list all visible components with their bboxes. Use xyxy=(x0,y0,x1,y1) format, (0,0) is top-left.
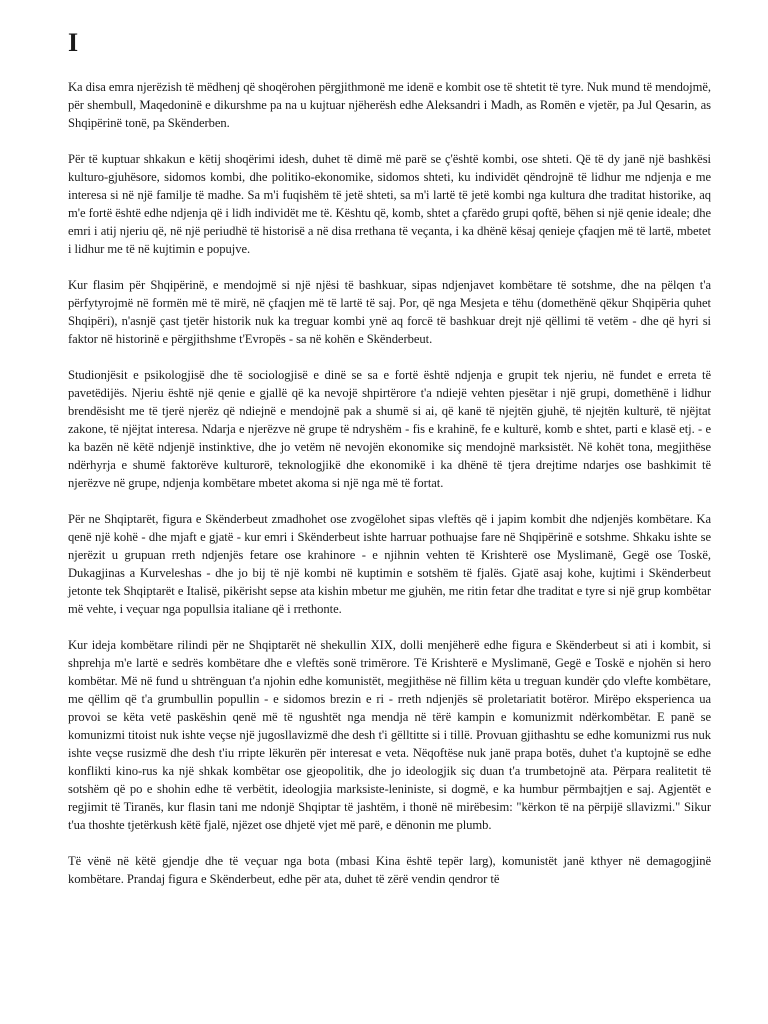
paragraph: Për ne Shqiptarët, figura e Skënderbeut zmadhohet ose zvogëlohet sipas vleftës që i japim kombit dhe ndjenjës kombëtare. Ka qenë një kohë - dhe mjaft e gjatë - kur emri i Skënderbeut ishte harruar pothuajse fare në Shqipërinë e sotshme. Shkaku ishte se njerëzit u grupuan rreth ndjenjës fetare ose krahinore - e njihnin vehten të Krishterë ose Myslimanë, Gegë ose Toskë, Dukagjinas a Kurveleshas - dhe jo bij të një kombi në kuptimin e sotshëm të fjalës. Gjatë asaj kohe, kujtimi i Skënderbeut jetonte tek Shqiptarët e Italisë, pikërisht sepse ata kishin mbetur me gjuhën, me ritin fetar dhe traditat e tyre si një grup kombëtar më vehte, i veçuar nga popullsia italiane që i rrethonte. xyxy=(68,512,711,616)
document-page xyxy=(68,28,711,906)
paragraph: Kur flasim për Shqipërinë, e mendojmë si një njësi të bashkuar, sipas ndjenjavet kombëtare të sotshme, dhe na pëlqen t'a përfytyrojmë në formën më të mirë, në çfaqjen më të lartë të saj. Por, që nga Mesjeta e tëhu (domethënë qëkur Shqipëria quhet Shqipëri), n'asnjë çast tjetër historik nuk ka treguar kombi ynë aq forcë të bashkuar drejt një qëllimi të vetëm - dhe që hyri si faktor në historinë e përgjithshme t'Evropës - sa në kohën e Skënderbeut. xyxy=(68,278,711,346)
chapter-title: I xyxy=(68,28,79,57)
paragraph: Kur ideja kombëtare rilindi për ne Shqiptarët në shekullin XIX, dolli menjëherë edhe figura e Skënderbeut si ati i kombit, si shprehja m'e lartë e sedrës kombëtare dhe e vleftës sonë trimërore. Të Krishterë e Myslimanë, Gegë e Toskë e njohën si hero kombëtar. Më në fund u shtrënguan t'a njohin edhe komunistët, megjithëse në fillim këta u treguan kundër çdo vlefte kombëtare, me qëllim që t'a grumbullin popullin - e sidomos brezin e ri - rreth ndjenjës së proletariatit botëror. Mirëpo eksperienca ua provoi se këta vetë paskëshin qenë më të ngushtët nga mendja në tërë kampin e komunizmit ndërkombëtar. E panë se komunizmi titoist nuk ishte veçse një jugosllavizmë dhe desh t'i gëlltitte si i tillë. Provuan gjithashtu se edhe komunizmi rus nuk ishte veçse rusizmë dhe desh t'iu rripte lëkurën për interesat e veta. Nëqoftëse nuk janë prapa botës, duhet t'a kuptojnë se edhe konflikti kino-rus ka një shkak kombëtar ose gjeopolitik, dhe jo ideologjik siç duan t'a trumbetojnë ata. Përpara realitetit të sotshëm që po e shohin edhe të verbëtit, ideologjia marksiste-leniniste, si dogmë, e ka humbur përmbajtjen e saj. Agjentët e regjimit të Tiranës, kur flasin tani me ndonjë Shqiptar të jashtëm, i thonë në mirëbesim: "kërkon të na përpijë sllavizmi." Sikur t'ua thoshte tjetërkush këtë fjalë, njëzet ose dhjetë vjet më parë, e dënonin me plumb. xyxy=(68,638,711,832)
paragraph: Të vënë në këtë gjendje dhe të veçuar nga bota (mbasi Kina është tepër larg), komunistët janë kthyer në demagogjinë kombëtare. Prandaj figura e Skënderbeut, edhe për ata, duhet të zërë vendin qendror të xyxy=(68,854,711,886)
paragraph: Ka disa emra njerëzish të mëdhenj që shoqërohen përgjithmonë me idenë e kombit ose të shtetit të tyre. Nuk mund të mendojmë, për shembull, Maqedoninë e dikurshme pa na u kujtuar njëherësh edhe Aleksandri i Madh, as Romën e vjetër, pa Jul Qesarin, as Shqipërinë tonë, pa Skënderben. xyxy=(68,80,712,130)
paragraph: Për të kuptuar shkakun e këtij shoqërimi idesh, duhet të dimë më parë se ç'është kombi, ose shteti. Që të dy janë një bashkësi kulturo-gjuhësore, sidomos kombi, dhe politiko-ekonomike, sidomos shteti, ku individët qëndrojnë të lidhur me ndjenja e me interesa si në një familje të madhe. Sa m'i fuqishëm të jetë shteti, sa m'i lartë të jetë kombi nga kultura dhe traditat historike, aq m'e fortë është edhe ndjenja që i lidh individët me të. Kështu që, komb, shtet a çfarëdo grupi qoftë, bëhen si një qenie ideale; dhe emri i atij njeriu që, në një periudhë të historisë a në disa rrethana të veçanta, i ka dhënë kësaj qenieje çfaqjen më të lartë, mbetet i lidhur me të në kujtimin e popujve. xyxy=(68,152,711,256)
paragraph: Studionjësit e psikologjisë dhe të sociologjisë e dinë se sa e fortë është ndjenja e grupit tek njeriu, në fundet e erreta të pavetëdijës. Njeriu është një qenie e gjallë që ka nevojë shpirtërore t'a ndiejë vehten pjesëtar i një grupi, domethënë i lidhur brendësisht me të tjerë njerëz që ndiejnë e mendojnë pak a shumë si ai, që kanë të njejtën gjuhë, të njejtën kulturë, të njëjtat zakone, të njëjtat interesa. Ndarja e njerëzve në grupe të ndryshëm - fis e krahinë, fe e kulturë, komb e shtet, parti e klasë etj. - e ka bazën në këtë ndjenjë instinktive, dhe jo vetëm në nevojën ekonomike siç mendojnë marksistët. Në kohët tona, megjithëse ndërhyrja e shumë faktorëve kulturorë, teknologjikë dhe ekonomikë i ka dhënë të tjera drejtime ndarjes ose bashkimit të njerëzve në grupe, ndjenja kombëtare mbetet akoma si një nga më të fortat. xyxy=(68,368,711,490)
